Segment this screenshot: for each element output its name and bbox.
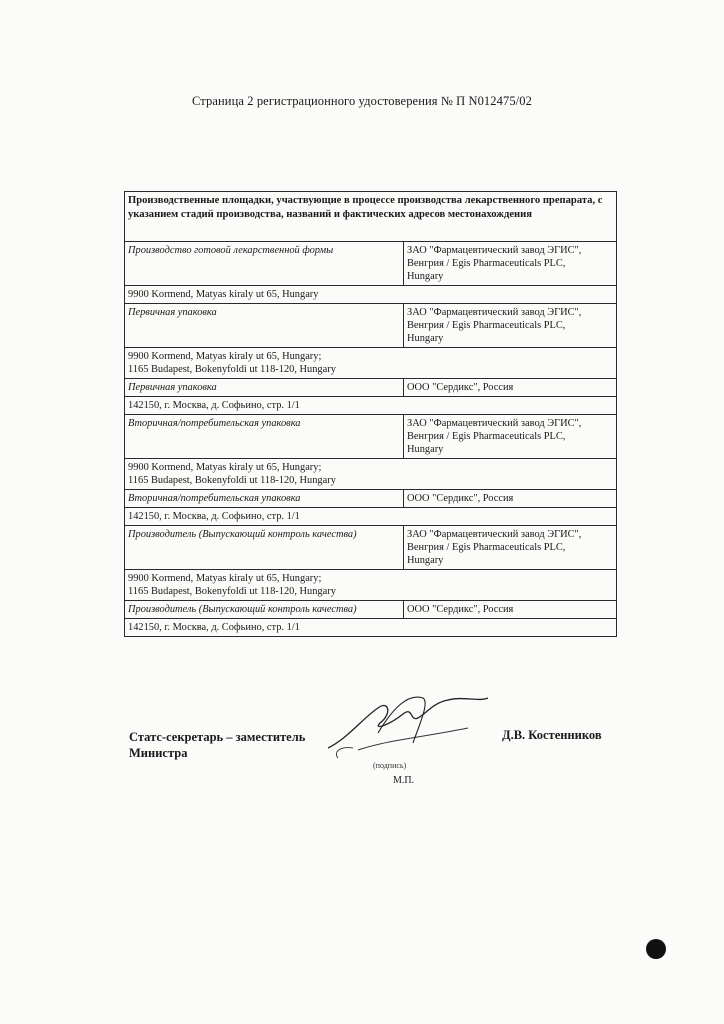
stage-cell: Вторичная/потребительская упаковка xyxy=(125,490,404,507)
company-line: ООО "Сердикс", Россия xyxy=(407,604,514,615)
company-cell xyxy=(404,526,616,569)
company-cell xyxy=(404,379,616,396)
address-line: 142150, г. Москва, д. Софьино, стр. 1/1 xyxy=(128,400,300,411)
company-cell xyxy=(404,242,616,285)
company-line: ЗАО "Фармацевтический завод ЭГИС", xyxy=(407,245,582,256)
address-cell xyxy=(125,286,616,303)
stage-row xyxy=(125,415,616,459)
address-row xyxy=(125,619,616,636)
address-line: 9900 Kormend, Matyas kiraly ut 65, Hungary; xyxy=(128,462,322,473)
signatory-title-line2: Министра xyxy=(129,746,188,760)
stage-row xyxy=(125,304,616,348)
stage-row xyxy=(125,379,616,397)
company-line: Венгрия / Egis Pharmaceuticals PLC, xyxy=(407,320,566,331)
company-line: ЗАО "Фармацевтический завод ЭГИС", xyxy=(407,307,582,318)
company-line: ООО "Сердикс", Россия xyxy=(407,382,514,393)
address-cell xyxy=(125,570,616,600)
stage-cell: Первичная упаковка xyxy=(125,304,404,347)
address-row xyxy=(125,397,616,415)
table-header: Производственные площадки, участвующие в процессе производства лекарственного препарата, с указанием стадий производства, названий и фактических адресов местонахождения xyxy=(128,195,603,220)
address-row xyxy=(125,348,616,379)
address-line: 9900 Kormend, Matyas kiraly ut 65, Hungary; xyxy=(128,573,322,584)
address-row xyxy=(125,459,616,490)
address-cell xyxy=(125,508,616,525)
table-header-row xyxy=(125,192,616,242)
address-line: 142150, г. Москва, д. Софьино, стр. 1/1 xyxy=(128,511,300,522)
company-cell xyxy=(404,304,616,347)
address-line: 9900 Kormend, Matyas kiraly ut 65, Hungary xyxy=(128,289,319,300)
company-line: Hungary xyxy=(407,444,444,455)
stage-cell: Производитель (Выпускающий контроль качества) xyxy=(125,526,404,569)
company-line: Венгрия / Egis Pharmaceuticals PLC, xyxy=(407,542,566,553)
signatory-name: Д.В. Костенников xyxy=(502,728,602,742)
company-line: ЗАО "Фармацевтический завод ЭГИС", xyxy=(407,529,582,540)
stage-row xyxy=(125,526,616,570)
scan-ink-spot xyxy=(646,939,666,959)
company-line: ЗАО "Фармацевтический завод ЭГИС", xyxy=(407,418,582,429)
address-cell xyxy=(125,348,616,378)
signature-image xyxy=(318,678,498,768)
company-cell xyxy=(404,490,616,507)
stage-cell: Производитель (Выпускающий контроль качества) xyxy=(125,601,404,618)
stage-cell: Первичная упаковка xyxy=(125,379,404,396)
company-line: Hungary xyxy=(407,271,444,282)
address-line: 1165 Budapest, Bokenyfoldi ut 118-120, Hungary xyxy=(128,364,336,375)
company-line: Hungary xyxy=(407,555,444,566)
company-line: ООО "Сердикс", Россия xyxy=(407,493,514,504)
address-row xyxy=(125,286,616,304)
company-cell xyxy=(404,601,616,618)
page-title: Страница 2 регистрационного удостоверения № П N012475/02 xyxy=(192,94,532,108)
signature-caption: (подпись) xyxy=(373,761,407,770)
stage-row xyxy=(125,242,616,286)
address-row xyxy=(125,508,616,526)
stage-cell: Вторичная/потребительская упаковка xyxy=(125,415,404,458)
company-cell xyxy=(404,415,616,458)
company-line: Венгрия / Egis Pharmaceuticals PLC, xyxy=(407,431,566,442)
company-line: Венгрия / Egis Pharmaceuticals PLC, xyxy=(407,258,566,269)
address-line: 142150, г. Москва, д. Софьино, стр. 1/1 xyxy=(128,622,300,633)
signatory-title-line1: Статс-секретарь – заместитель xyxy=(129,730,306,744)
address-row xyxy=(125,570,616,601)
stage-cell: Производство готовой лекарственной формы xyxy=(125,242,404,285)
address-line: 1165 Budapest, Bokenyfoldi ut 118-120, Hungary xyxy=(128,586,336,597)
manufacturing-sites-table xyxy=(124,191,617,637)
address-cell xyxy=(125,459,616,489)
signatory-title xyxy=(129,729,305,761)
stage-row xyxy=(125,490,616,508)
address-line: 1165 Budapest, Bokenyfoldi ut 118-120, Hungary xyxy=(128,475,336,486)
address-cell xyxy=(125,397,616,414)
stage-row xyxy=(125,601,616,619)
address-line: 9900 Kormend, Matyas kiraly ut 65, Hungary; xyxy=(128,351,322,362)
seal-caption: М.П. xyxy=(393,775,415,786)
address-cell xyxy=(125,619,616,636)
company-line: Hungary xyxy=(407,333,444,344)
